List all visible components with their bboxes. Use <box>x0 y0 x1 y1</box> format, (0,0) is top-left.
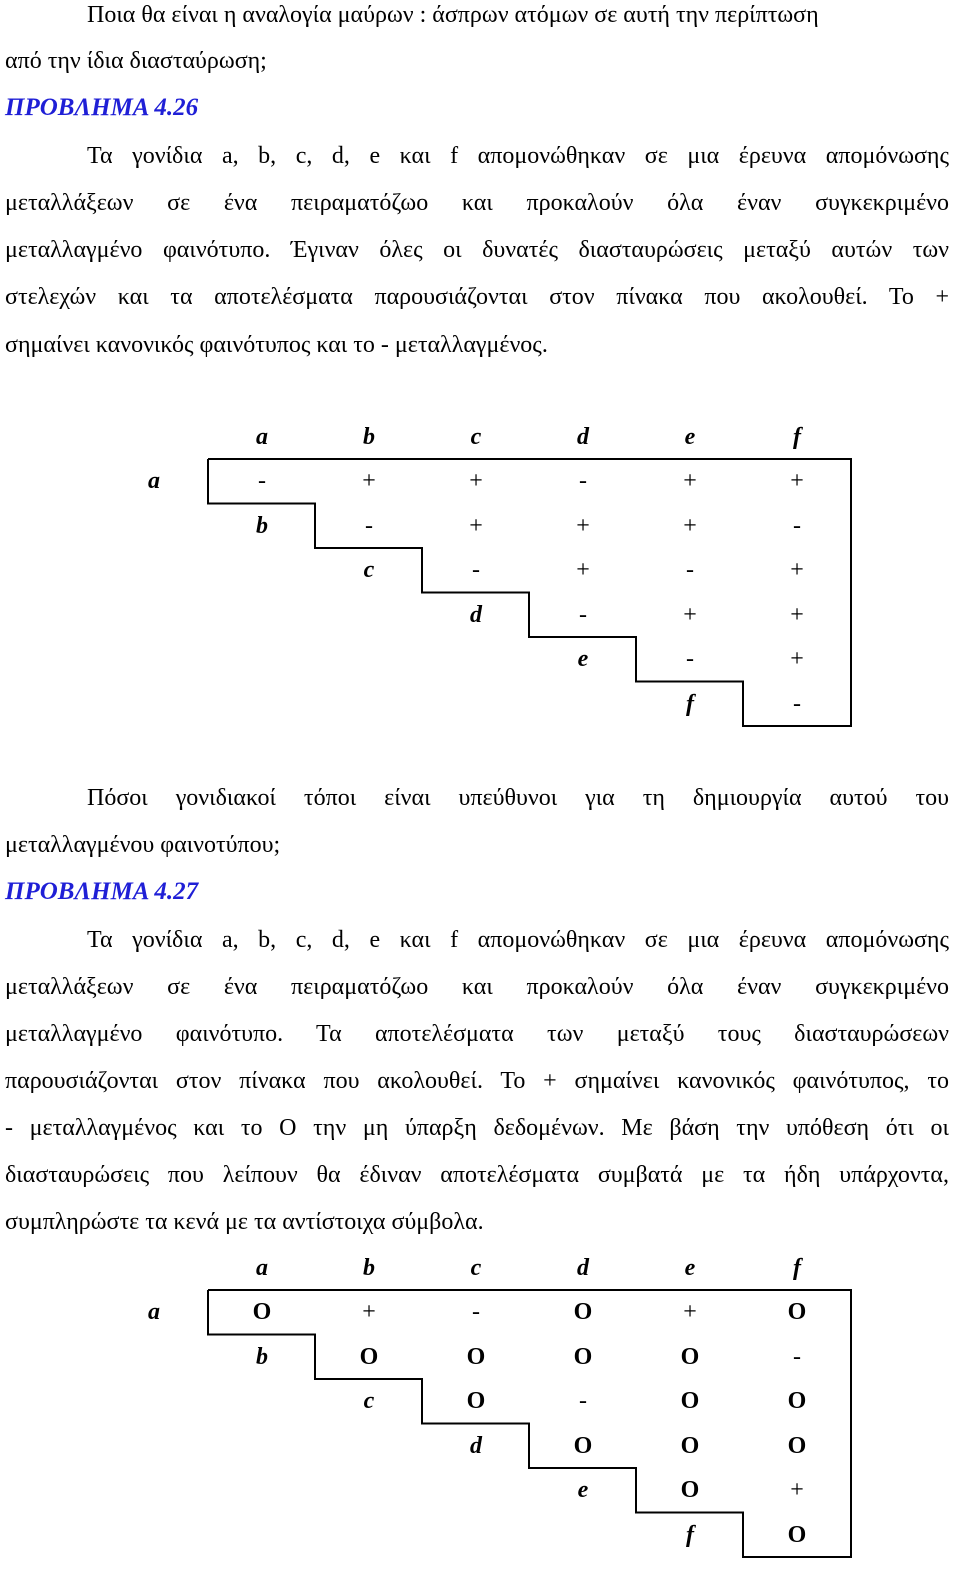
prev-problem-line-1: Ποια θα είναι η αναλογία μαύρων : άσπρων ατόμων σε αυτή την περίπτωση <box>87 2 819 28</box>
problem-4-27-text-line-1: Τα γονίδια a, b, c, d, e και f απομονώθηκαν σε μια έρευνα απομόνωσης <box>87 927 949 953</box>
table-4-26-row-label-a: a <box>148 468 160 494</box>
problem-4-27-text-line-2: μεταλλάξεων σε ένα πειραματόζωο και προκαλούν όλα έναν συγκεκριμένο <box>5 974 949 1000</box>
table-4-27-cell-d-f: O <box>787 1432 807 1459</box>
table-4-27-cell-b-c: O <box>466 1343 486 1370</box>
table-4-27-cell-c-e: O <box>680 1388 700 1414</box>
table-4-26-row-label-e: e <box>577 646 589 672</box>
table-4-26-cell-b-d: + <box>576 512 590 539</box>
table-4-27-staircase-path <box>208 1290 851 1557</box>
table-4-26-cell-a-f: + <box>790 468 804 494</box>
problem-4-27-heading: ΠΡΟΒΛΗΜΑ 4.27 <box>5 878 199 905</box>
table-4-26-cell-a-e: + <box>683 468 697 494</box>
problem-4-26-heading: ΠΡΟΒΛΗΜΑ 4.26 <box>5 94 199 121</box>
table-4-26-row-label-f: f <box>686 690 694 717</box>
table-4-27-col-label-d: d <box>577 1255 589 1281</box>
table-4-27-row-label-b: b <box>256 1343 268 1370</box>
problem-4-27-text-line-3: μεταλλαγμένο φαινότυπο. Τα αποτελέσματα των μεταξύ τους διασταυρώσεων <box>5 1021 949 1047</box>
table-4-27-cell-c-f: O <box>787 1388 807 1414</box>
problem-4-26-text-line-5: σημαίνει κανονικός φαινότυπος και το - μεταλλαγμένος. <box>5 332 548 358</box>
table-4-26-col-label-b: b <box>363 424 375 450</box>
table-4-26-cell-a-c: + <box>469 468 483 494</box>
table-4-27-cell-a-d: O <box>573 1299 593 1325</box>
table-4-27-cell-f-f: O <box>787 1521 807 1548</box>
table-4-26-cell-c-e: - <box>686 557 694 583</box>
table-4-26-row-label-c: c <box>363 557 375 583</box>
table-4-27-col-label-e: e <box>684 1255 696 1281</box>
table-4-27-cell-a-b: + <box>362 1299 376 1325</box>
table-4-27-col-label-f: f <box>793 1255 801 1281</box>
problem-4-26-question-line-2: μεταλλαγμένου φαινοτύπου; <box>5 832 281 858</box>
table-4-27-cell-c-d: - <box>579 1388 587 1414</box>
table-4-27-cell-c-c: O <box>466 1388 486 1414</box>
table-4-26-col-label-e: e <box>684 424 696 450</box>
table-4-26-cell-d-d: - <box>579 601 587 628</box>
table-4-27-cell-a-a: O <box>252 1299 272 1325</box>
table-4-26-cell-e-f: + <box>790 646 804 672</box>
problem-4-26-text-line-3: μεταλλαγμένο φαινότυπο. Έγιναν όλες οι δυνατές διασταυρώσεις μεταξύ αυτών των <box>5 237 949 263</box>
problem-4-27-text-line-4: παρουσιάζονται στον πίνακα που ακολουθεί. Το + σημαίνει κανονικός φαινότυπος, το <box>5 1068 949 1094</box>
table-4-26-col-label-c: c <box>470 424 482 450</box>
problem-4-26-text-line-1: Τα γονίδια a, b, c, d, e και f απομονώθηκαν σε μια έρευνα απομόνωσης <box>87 143 949 169</box>
table-4-27-cell-a-e: + <box>683 1299 697 1325</box>
table-4-27-cell-b-d: O <box>573 1343 593 1370</box>
table-4-26-col-label-a: a <box>256 424 268 450</box>
table-4-27-row-label-d: d <box>470 1432 482 1459</box>
table-4-26-cell-b-e: + <box>683 512 697 539</box>
table-4-27-col-label-b: b <box>363 1255 375 1281</box>
table-4-27-cell-a-c: - <box>472 1299 480 1325</box>
table-4-26-cell-a-d: - <box>579 468 587 494</box>
table-4-27-cell-e-f: + <box>790 1477 804 1503</box>
table-4-27-col-label-a: a <box>256 1255 268 1281</box>
table-4-26-cell-d-f: + <box>790 601 804 628</box>
table-4-27-row-label-e: e <box>577 1477 589 1503</box>
problem-4-26-text-line-2: μεταλλάξεων σε ένα πειραματόζωο και προκαλούν όλα έναν συγκεκριμένο <box>5 190 949 216</box>
table-4-26-cell-b-c: + <box>469 512 483 539</box>
table-4-27-cell-e-e: O <box>680 1477 700 1503</box>
table-4-26-cell-b-b: - <box>365 512 373 539</box>
table-4-27-cell-b-b: O <box>359 1343 379 1370</box>
table-4-26-cell-d-e: + <box>683 601 697 628</box>
table-4-27-row-label-f: f <box>686 1521 694 1548</box>
problem-4-27-text-line-5: - μεταλλαγμένος και το Ο την μη ύπαρξη δεδομένων. Με βάση την υπόθεση ότι οι <box>5 1115 949 1141</box>
table-4-26-cell-a-b: + <box>362 468 376 494</box>
table-4-27-cell-a-f: O <box>787 1299 807 1325</box>
table-4-27-cell-d-d: O <box>573 1432 593 1459</box>
problem-4-26-question-line-1: Πόσοι γονιδιακοί τόποι είναι υπεύθυνοι για τη δημιουργία αυτού του <box>87 785 949 811</box>
table-4-27-cell-b-f: - <box>793 1343 801 1370</box>
table-4-26-cell-a-a: - <box>258 468 266 494</box>
table-4-26-cell-c-d: + <box>576 557 590 583</box>
table-4-27-cell-d-e: O <box>680 1432 700 1459</box>
prev-problem-line-2: από την ίδια διασταύρωση; <box>5 48 267 74</box>
table-4-27-cell-b-e: O <box>680 1343 700 1370</box>
table-4-26-row-label-d: d <box>470 601 482 628</box>
table-4-26-cell-c-c: - <box>472 557 480 583</box>
table-4-26-col-label-d: d <box>577 424 589 450</box>
table-4-27-row-label-a: a <box>148 1299 160 1325</box>
table-4-26-cell-f-f: - <box>793 690 801 717</box>
table-4-26-cell-b-f: - <box>793 512 801 539</box>
table-4-26-col-label-f: f <box>793 424 801 450</box>
table-4-27-col-label-c: c <box>470 1255 482 1281</box>
table-4-26-row-label-b: b <box>256 512 268 539</box>
problem-4-27-text-line-7: συμπληρώστε τα κενά με τα αντίστοιχα σύμβολα. <box>5 1209 484 1235</box>
table-4-26-cell-c-f: + <box>790 557 804 583</box>
table-4-27-row-label-c: c <box>363 1388 375 1414</box>
table-4-26-cell-e-e: - <box>686 646 694 672</box>
problem-4-27-text-line-6: διασταυρώσεις που λείπουν θα έδιναν αποτελέσματα συμβατά με τα ήδη υπάρχοντα, <box>5 1162 949 1188</box>
problem-4-26-text-line-4: στελεχών και τα αποτελέσματα παρουσιάζονται στον πίνακα που ακολουθεί. Το + <box>5 284 949 310</box>
